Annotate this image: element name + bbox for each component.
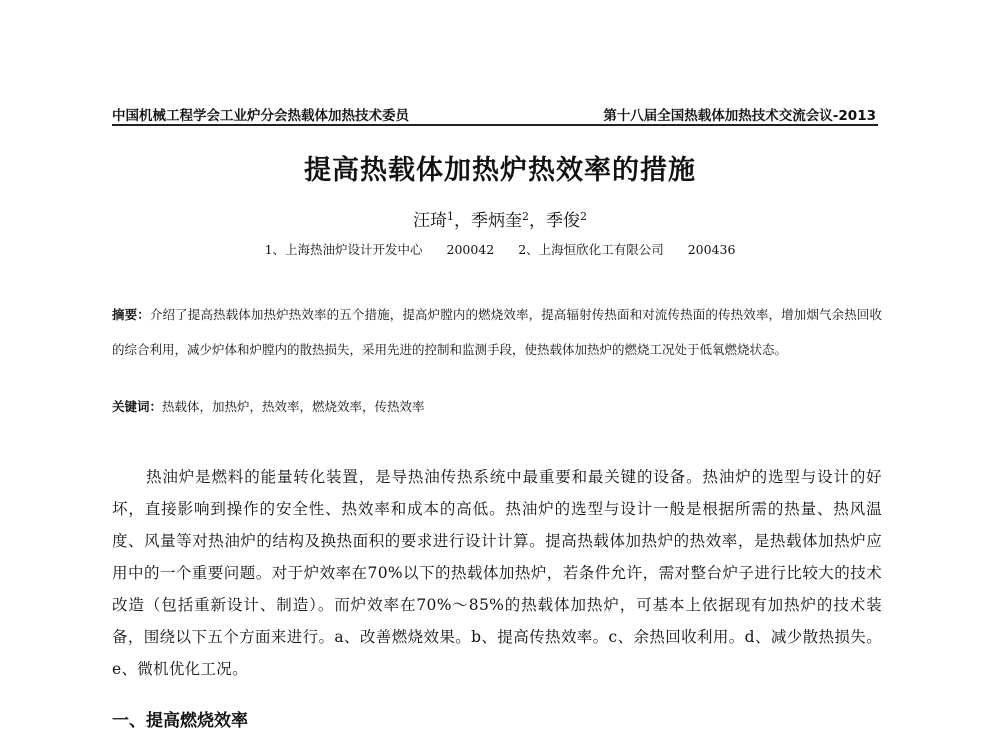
postal-code-2: 200436 <box>687 242 736 257</box>
intro-paragraph: 热油炉是燃料的能量转化装置，是导热油传热系统中最重要和最关键的设备。热油炉的选型与设计的好坏，直接影响到操作的安全性、热效率和成本的高低。热油炉的选型与设计一般是根据所需的热量、热风温度、风量等对热油炉的结构及换热面积的要求进行设计计算。提高热载体加热炉的热效率，是热载体加热炉应用中的一个重要问题。对于炉效率在70%以下的热载体加热炉，若条件允许，需对整台炉子进行比较大的技术改造（包括重新设计、制造）。而炉效率在70%～85%的热载体加热炉，可基本上依据现有加热炉的技术装备，围绕以下五个方面来进行。a、改善燃烧效果。b、提高传热效率。c、余热回收利用。d、减少散热损失。e、微机优化工况。 <box>112 468 882 678</box>
postal-code-1: 200042 <box>446 242 495 257</box>
author-list <box>0 206 1000 231</box>
author-separator: ， <box>454 211 471 231</box>
author-separator: ， <box>529 211 546 231</box>
section-heading: 一、提高燃烧效率 <box>112 711 248 731</box>
running-header-right: 第十八届全国热载体加热技术交流会议-2013 <box>603 108 876 124</box>
header-divider <box>112 124 878 126</box>
author-affiliation-mark: 2 <box>522 210 529 223</box>
keywords-text: 热载体，加热炉，热效率，燃烧效率，传热效率 <box>162 399 425 414</box>
author-affiliation-mark: 2 <box>580 210 587 223</box>
author-name: 季炳奎 <box>471 211 522 231</box>
abstract <box>112 297 882 367</box>
author-affiliation-mark: 1 <box>447 210 454 223</box>
keywords-label: 关键词： <box>112 399 163 414</box>
affiliations <box>0 240 1000 258</box>
running-header-left: 中国机械工程学会工业炉分会热载体加热技术委员 <box>112 108 409 124</box>
paper-title: 提高热载体加热炉热效率的措施 <box>304 155 696 186</box>
author-name: 汪琦 <box>413 211 447 231</box>
keywords <box>112 397 882 415</box>
author-name: 季俊 <box>546 211 580 231</box>
affiliation-2: 2、上海恒欣化工有限公司 <box>518 242 664 257</box>
affiliation-1: 1、上海热油炉设计开发中心 <box>264 242 423 257</box>
abstract-text: 介绍了提高热载体加热炉热效率的五个措施，提高炉膛内的燃烧效率，提高辐射传热面和对流传热面的传热效率，增加烟气余热回收的综合利用，减少炉体和炉膛内的散热损失，采用先进的控制和监测手段，使热载体加热炉的燃烧工况处于低氧燃烧状态。 <box>112 307 882 357</box>
abstract-label: 摘要： <box>112 307 150 322</box>
